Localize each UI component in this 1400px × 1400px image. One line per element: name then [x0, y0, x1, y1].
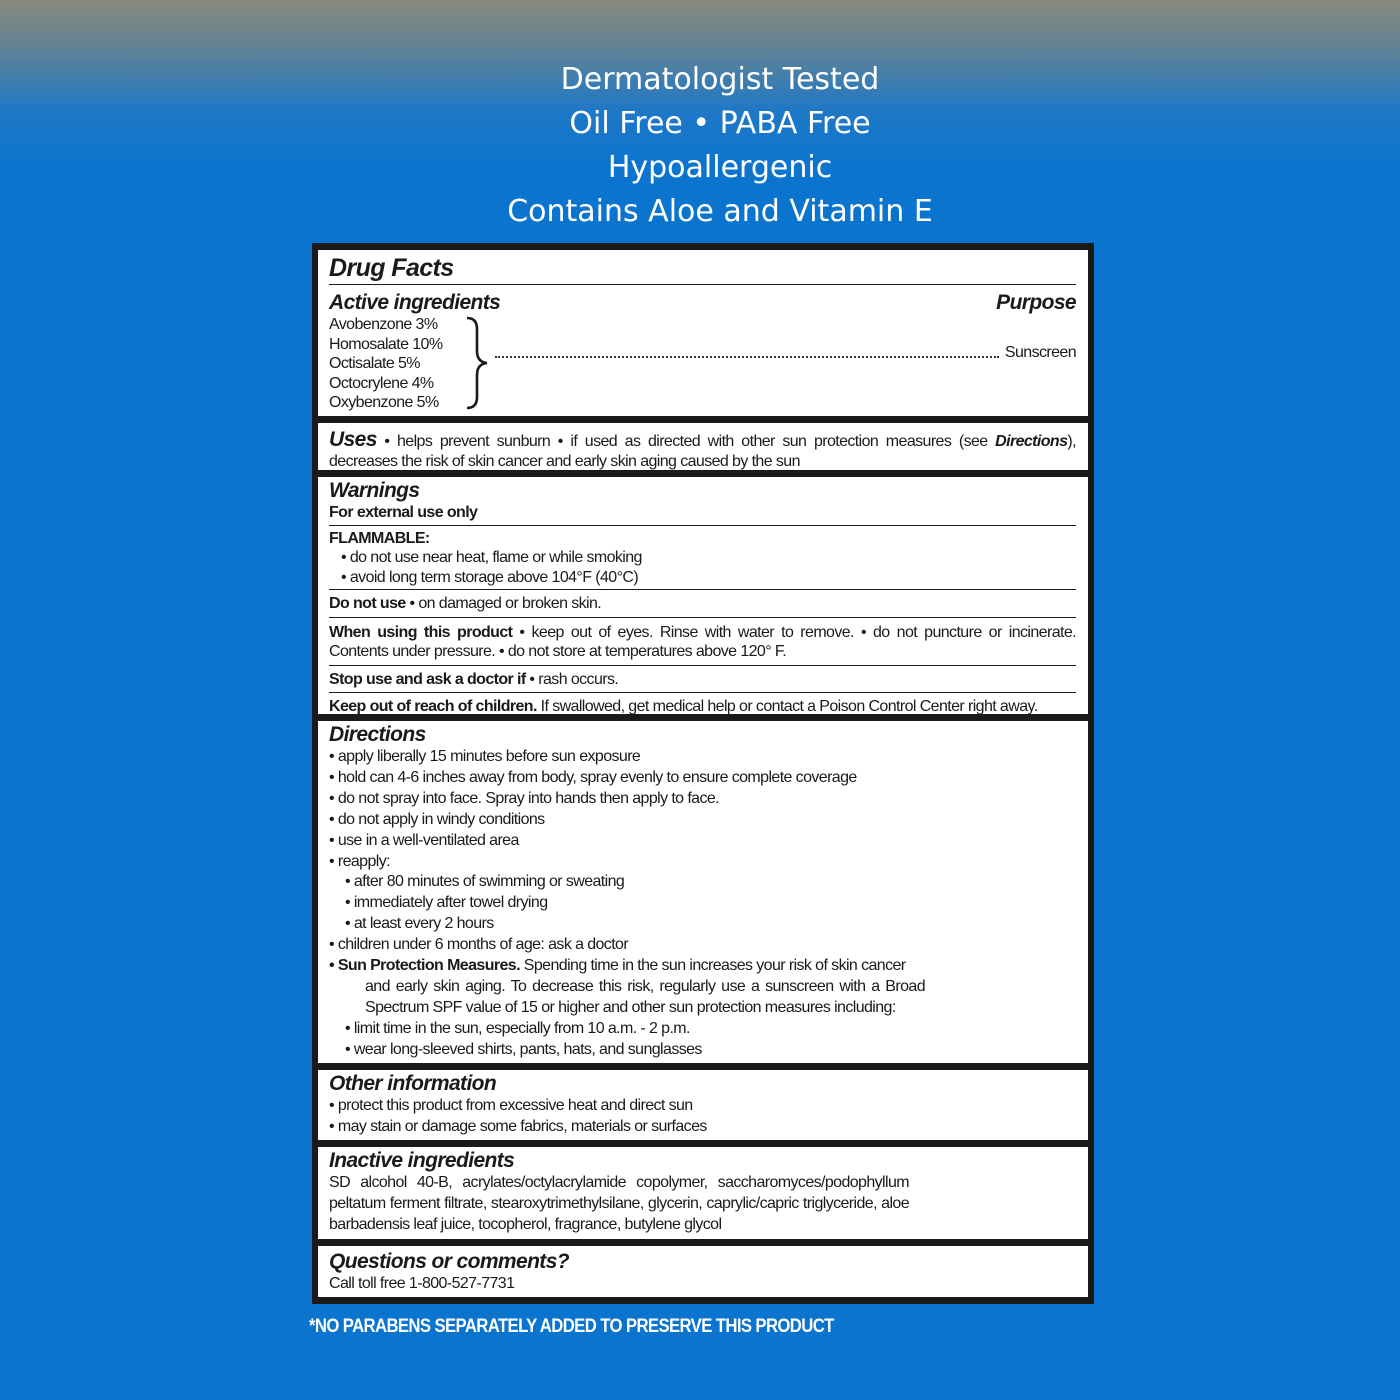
when-using-block: [329, 618, 1076, 666]
active-ingredients-heading: Active ingredients: [329, 291, 501, 314]
sun-protection-measures: [329, 956, 1076, 977]
active-ingredients-section: [318, 250, 1088, 416]
stop-use-label: Stop use and ask a doctor if: [329, 670, 526, 688]
ingredient-octisalate: Octisalate 5%: [329, 355, 420, 372]
warnings-heading: Warnings: [329, 479, 420, 502]
directions-heading: Directions: [329, 723, 426, 746]
purpose-sunscreen: Sunscreen: [1004, 344, 1076, 361]
drug-facts-panel: [312, 243, 1094, 1304]
directions-item: • do not spray into face. Spray into hands then apply to face.: [329, 789, 720, 807]
questions-heading: Questions or comments?: [329, 1250, 570, 1273]
uses-text-1: • helps prevent sunburn • if used as directed with other sun protection measures (see: [384, 433, 996, 450]
spm-text-2: and early skin aging. To decrease this risk, regularly use a sunscreen with a Broad Spectrum SPF value of 15 or higher and other sun protection measures including:: [365, 977, 925, 1016]
questions-phone: Call toll free 1-800-527-7731: [329, 1275, 515, 1292]
flammable-block: [329, 526, 1076, 591]
leader-dots: [495, 355, 999, 358]
no-parabens-footnote: *NO PARABENS SEPARATELY ADDED TO PRESERVE THIS PRODUCT: [309, 1316, 834, 1337]
claim-aloe-vitamin-e: Contains Aloe and Vitamin E: [507, 194, 933, 229]
inactive-ingredients-heading: Inactive ingredients: [329, 1149, 515, 1172]
ingredient-list: [329, 315, 459, 413]
directions-section: [318, 721, 1088, 1063]
spm-item: • limit time in the sun, especially from 10 a.m. - 2 p.m.: [345, 1019, 690, 1037]
spm-text-1: Spending time in the sun increases your risk of skin cancer: [519, 957, 906, 975]
directions-item: • apply liberally 15 minutes before sun exposure: [329, 748, 641, 765]
other-information-section: [318, 1070, 1088, 1140]
stop-use-block: [329, 666, 1076, 694]
inactive-ingredients-section: [318, 1147, 1088, 1239]
do-not-use-label: Do not use: [329, 595, 406, 612]
when-using-label: When using this product: [329, 623, 513, 641]
spm-label: • Sun Protection Measures.: [329, 957, 520, 975]
directions-item: • use in a well-ventilated area: [329, 831, 519, 849]
flammable-item: • do not use near heat, flame or while smoking: [341, 549, 642, 566]
other-item: • protect this product from excessive heat and direct sun: [329, 1097, 693, 1114]
when-using-text: • keep out of eyes. Rinse with water to remove. • do not puncture or incinerate. Contents under pressure. • do not store at temperatures above 120° F.: [329, 623, 1076, 660]
ingredient-oxybenzone: Oxybenzone 5%: [329, 394, 439, 411]
flammable-label: FLAMMABLE:: [329, 529, 430, 547]
questions-section: [318, 1246, 1088, 1297]
ingredient-octocrylene: Octocrylene 4%: [329, 374, 434, 392]
other-information-heading: Other information: [329, 1072, 497, 1095]
flammable-item: • avoid long term storage above 104°F (40°C): [341, 568, 639, 586]
reapply-item: • after 80 minutes of swimming or sweating: [345, 873, 625, 891]
drug-facts-title: Drug Facts: [329, 254, 1076, 285]
claim-hypoallergenic: Hypoallergenic: [607, 150, 833, 185]
reapply-item: • at least every 2 hours: [345, 915, 494, 933]
spm-item: • wear long-sleeved shirts, pants, hats, and sunglasses: [345, 1040, 702, 1058]
purpose-heading: Purpose: [996, 291, 1076, 314]
keep-out-text: If swallowed, get medical help or contact a Poison Control Center right away.: [536, 698, 1038, 714]
stop-use-text: • rash occurs.: [525, 670, 619, 688]
do-not-use-block: [329, 590, 1076, 618]
other-item: • may stain or damage some fabrics, materials or surfaces: [329, 1117, 707, 1135]
uses-heading: Uses: [329, 428, 377, 451]
directions-item: • reapply:: [329, 852, 390, 870]
reapply-item: • immediately after towel drying: [345, 894, 548, 912]
directions-item: • do not apply in windy conditions: [329, 810, 545, 828]
claim-oil-paba-free: Oil Free • PABA Free: [569, 106, 871, 141]
directions-item: • hold can 4-6 inches away from body, spray evenly to ensure complete coverage: [329, 768, 857, 786]
inactive-ingredients-text: SD alcohol 40-B, acrylates/octylacrylamide copolymer, saccharomyces/podophyllum peltatum ferment filtrate, stearoxytrimethylsilane, glycerin, caprylic/capric triglyceride, aloe barbadensis leaf juice, tocopherol, fragrance, butylene glycol: [329, 1174, 909, 1233]
ingredient-avobenzone: Avobenzone 3%: [329, 316, 438, 333]
uses-directions-ref: Directions: [995, 433, 1068, 450]
curly-brace-icon: [459, 315, 489, 411]
uses-text-2: ), decreases the risk of skin cancer and early skin aging caused by the sun: [329, 433, 1076, 470]
keep-out-block: [329, 693, 1076, 714]
do-not-use-text: • on damaged or broken skin.: [405, 595, 602, 612]
directions-children: • children under 6 months of age: ask a doctor: [329, 936, 629, 954]
uses-section: [318, 423, 1088, 470]
warnings-section: [318, 477, 1088, 714]
ingredient-homosalate: Homosalate 10%: [329, 335, 443, 353]
keep-out-label: Keep out of reach of children.: [329, 698, 537, 714]
external-use-only: For external use only: [329, 503, 1076, 526]
product-claims: [0, 58, 1400, 234]
claim-dermatologist-tested: Dermatologist Tested: [560, 62, 880, 97]
